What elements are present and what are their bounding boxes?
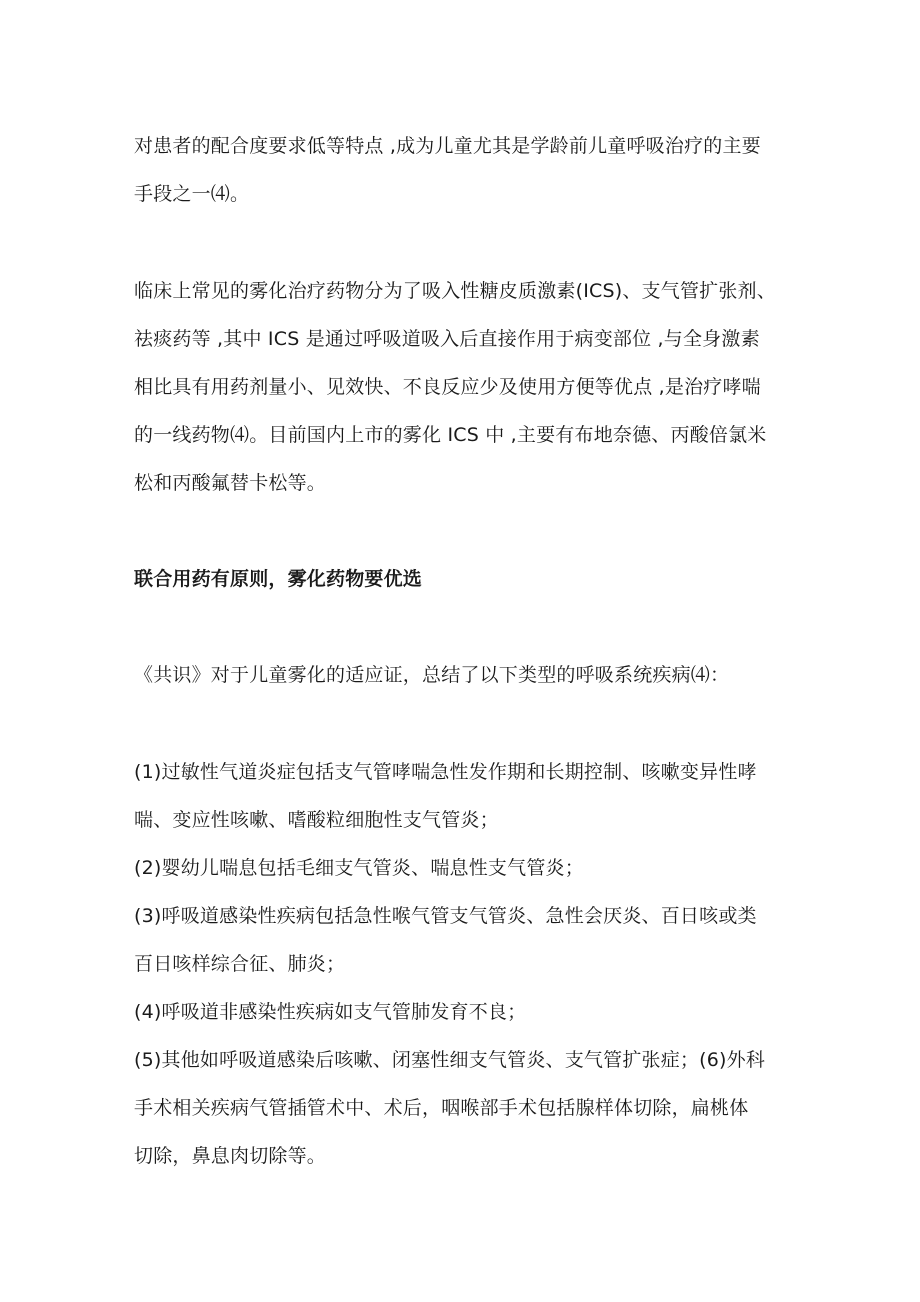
paragraph-intro-line-2: 手段之一⑷。 xyxy=(134,183,250,205)
indication-line-6: (4)呼吸道非感染性疾病如支气管肺发育不良； xyxy=(134,1001,527,1023)
paragraph-intro-line-1: 对患者的配合度要求低等特点 ,成为儿童尤其是学龄前儿童呼吸治疗的主要 xyxy=(134,135,761,157)
paragraph-drugs-line-2: 祛痰药等 ,其中 ICS 是通过呼吸道吸入后直接作用于病变部位 ,与全身激素 xyxy=(134,328,760,350)
indication-line-5: 百日咳样综合征、肺炎； xyxy=(134,953,346,975)
indication-line-7: (5)其他如呼吸道感染后咳嗽、闭塞性细支气管炎、支气管扩张症；(6)外科 xyxy=(134,1049,766,1071)
paragraph-drugs-line-5: 松和丙酸氟替卡松等。 xyxy=(134,472,327,494)
indication-line-9: 切除，鼻息肉切除等。 xyxy=(134,1145,327,1167)
indication-line-2: 喘、变应性咳嗽、嗜酸粒细胞性支气管炎； xyxy=(134,809,499,831)
paragraph-consensus-intro: 《共识》对于儿童雾化的适应证，总结了以下类型的呼吸系统疾病⑷： xyxy=(134,664,730,686)
indication-line-4: (3)呼吸道感染性疾病包括急性喉气管支气管炎、急性会厌炎、百日咳或类 xyxy=(134,905,757,927)
paragraph-drugs-line-4: 的一线药物⑷。目前国内上市的雾化 ICS 中 ,主要有布地奈德、丙酸倍氯米 xyxy=(134,424,767,446)
indication-line-8: 手术相关疾病气管插管术中、术后，咽喉部手术包括腺样体切除，扁桃体 xyxy=(134,1097,749,1119)
paragraph-drugs-line-1: 临床上常见的雾化治疗药物分为了吸入性糖皮质激素(ICS)、支气管扩张剂、 xyxy=(134,280,776,302)
section-heading: 联合用药有原则，雾化药物要优选 xyxy=(134,568,423,590)
indication-line-1: (1)过敏性气道炎症包括支气管哮喘急性发作期和长期控制、咳嗽变异性哮 xyxy=(134,761,757,783)
indication-line-3: (2)婴幼儿喘息包括毛细支气管炎、喘息性支气管炎； xyxy=(134,857,584,879)
paragraph-drugs-line-3: 相比具有用药剂量小、见效快、不良反应少及使用方便等优点 ,是治疗哮喘 xyxy=(134,376,761,398)
